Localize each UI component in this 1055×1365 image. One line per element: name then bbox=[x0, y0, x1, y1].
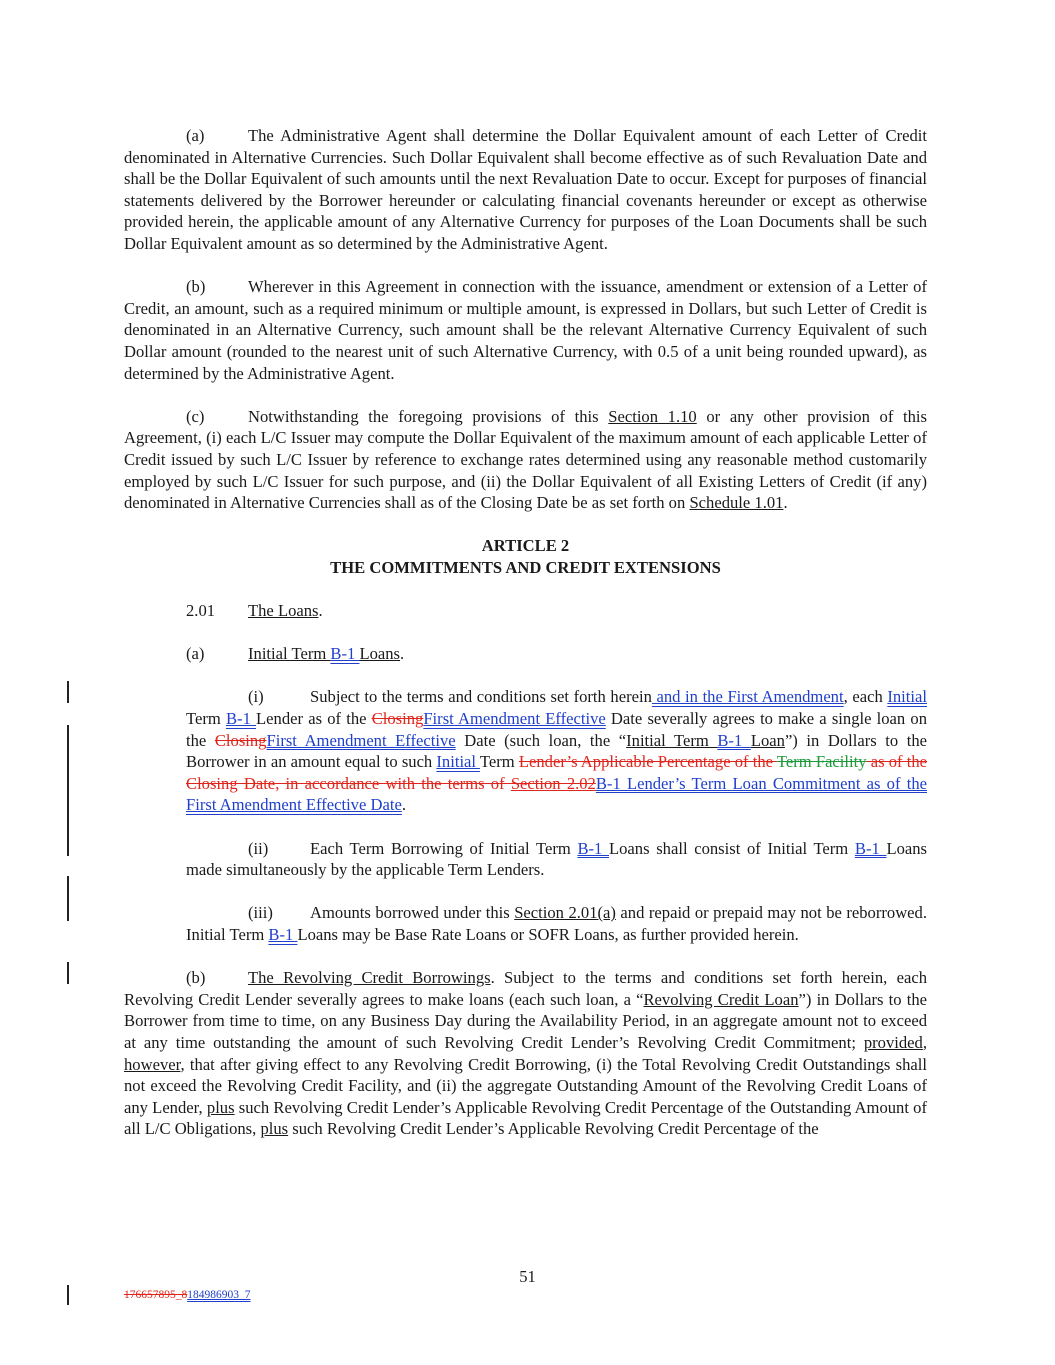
inserted-text: Initial bbox=[887, 687, 927, 707]
change-bar bbox=[67, 962, 69, 984]
section-reference: Section 1.10 bbox=[608, 406, 697, 426]
emphasis-term: plus bbox=[206, 1097, 235, 1117]
inserted-text: B-1 bbox=[577, 838, 609, 858]
inserted-text: Initial bbox=[436, 752, 480, 772]
text-run: ”) in Dollars to the Borrower from time to time, on any Business Day during the Availability Period, in an aggregate amount not to exceed at any time outstanding the amount of such Revolving Credit Lender’s Revolving Credit Commitment; bbox=[124, 989, 927, 1052]
paragraph-label: (b) bbox=[186, 277, 206, 297]
text-run: and repaid or prepaid may not be reborrowed. Initial Term bbox=[186, 903, 927, 944]
change-bar bbox=[67, 681, 69, 703]
paragraph-label: (c) bbox=[186, 406, 205, 426]
text-run: such Revolving Credit Lender’s Applicable Revolving Credit Percentage of the bbox=[288, 1119, 819, 1139]
text-run: Loans bbox=[359, 644, 401, 664]
text-run: Loans may be Base Rate Loans or SOFR Loans, as further provided herein. bbox=[297, 924, 799, 944]
text-run: , each bbox=[843, 687, 888, 707]
inserted-text: First Amendment Effective bbox=[266, 730, 456, 750]
text-run: Initial Term bbox=[248, 644, 331, 664]
item-label: (iii) bbox=[248, 903, 273, 923]
section-reference: Section 2.01(a) bbox=[514, 903, 616, 923]
text-run: . bbox=[401, 795, 406, 815]
deleted-text: as of the bbox=[866, 752, 927, 772]
inserted-text: B-1 bbox=[717, 730, 751, 750]
defined-term: Initial Term bbox=[626, 730, 718, 750]
subsection-label: (a) bbox=[186, 644, 205, 664]
text-run: Loans shall consist of Initial Term bbox=[609, 838, 855, 858]
section-title: The Loans bbox=[248, 601, 319, 621]
deleted-doc-id: 176657895_8 bbox=[124, 1289, 188, 1301]
article-heading bbox=[124, 535, 927, 578]
text-run: , bbox=[922, 1032, 927, 1052]
text-run: Date severally agrees to make a single loan on the bbox=[186, 709, 927, 750]
paragraph-1-10-a bbox=[124, 125, 927, 255]
item-i bbox=[186, 686, 927, 816]
inserted-text: B-1 bbox=[854, 838, 887, 858]
text-run: Loans made simultaneously by the applicable Term Lenders. bbox=[186, 838, 928, 880]
inserted-text: and in the First Amendment bbox=[651, 687, 844, 707]
document-id bbox=[124, 1289, 251, 1301]
defined-term: Revolving Credit Loan bbox=[643, 989, 799, 1009]
item-ii bbox=[186, 838, 927, 881]
item-label: (i) bbox=[248, 687, 264, 707]
text-run: . bbox=[400, 644, 405, 664]
paragraph-text: Wherever in this Agreement in connection with the issuance, amendment or extension of a Letter of Credit, an amount, such as a required minimum or multiple amount, is expressed in Dollars, but such Letter of Credit is denominated in an Alternative Currency, such amount shall be the relevant Alternative Currency Equivalent of such Dollar amount (rounded to the nearest unit of such Alternative Currency, with 0.5 of a unit being rounded upward), as determined by the Administrative Agent. bbox=[124, 277, 927, 383]
change-bar bbox=[67, 1285, 69, 1305]
item-iii bbox=[186, 902, 927, 945]
section-number: 2.01 bbox=[186, 601, 216, 621]
inserted-text: First Amendment Effective bbox=[423, 709, 606, 729]
text-run: such Revolving Credit Lender’s Applicable Revolving Credit Percentage of the Outstanding Amount of all L/C Obligations, bbox=[124, 1097, 927, 1139]
text-run: . Subject to the terms and conditions set forth herein, each Revolving Credit Lender severally agrees to make loans (each such loan, a “ bbox=[124, 968, 927, 1009]
text-run: , that after giving effect to any Revolving Credit Borrowing, (i) the Total Revolving Credit Outstandings shall not exceed the Revolving Credit Facility, and (ii) the aggregate Outstanding Amount of the Revolving Credit Loans of any Lender, bbox=[124, 1054, 927, 1117]
text-run: or any other provision of this Agreement, (i) each L/C Issuer may compute the Dollar Equivalent of the maximum amount of each applicable Letter of Credit issued by such L/C Issuer by reference to exchange rates determined using any reasonable method customarily employed by such L/C Issuer for such purpose, and (ii) the Dollar Equivalent of all Existing Letters of Credit (if any) denominated in Alternative Currencies shall as of the Closing Date be as set forth on bbox=[124, 406, 927, 513]
defined-term: Loan bbox=[750, 730, 785, 750]
subsection-title: The Revolving Credit Borrowings bbox=[248, 968, 491, 988]
article-title: THE COMMITMENTS AND CREDIT EXTENSIONS bbox=[330, 557, 721, 577]
text-run: Lender as of the bbox=[256, 709, 372, 729]
deleted-text: Closing Date bbox=[186, 773, 276, 793]
inserted-text: B-1 bbox=[225, 709, 257, 729]
schedule-reference: Schedule 1.01 bbox=[689, 493, 784, 513]
subsection-a-heading bbox=[124, 643, 927, 665]
deleted-text: , in accordance with the terms of bbox=[275, 773, 511, 793]
article-number: ARTICLE 2 bbox=[481, 536, 570, 556]
paragraph-text: The Administrative Agent shall determine the Dollar Equivalent amount of each Letter of Credit denominated in Alternative Currencies. Such Dollar Equivalent shall become effective as of such Revaluation Date and shall be the Dollar Equivalent of such amounts until the next Revaluation Date to occur. Except for purposes of financial statements delivered by the Borrower hereunder or calculating financial covenants hereunder or except as otherwise provided herein, the applicable amount of any Alternative Currency for purposes of the Loan Documents shall be such Dollar Equivalent amount as so determined by the Administrative Agent. bbox=[124, 126, 927, 253]
subsection-b bbox=[124, 967, 927, 1140]
text-run: . bbox=[318, 601, 323, 621]
inserted-text: B-1 bbox=[330, 644, 360, 664]
text-run: Amounts borrowed under this bbox=[310, 903, 515, 923]
text-run: ”) in Dollars to the Borrower in an amount equal to such bbox=[186, 730, 928, 772]
change-bar bbox=[67, 876, 69, 921]
deleted-text: Section 2.02 bbox=[510, 773, 596, 793]
emphasis-term: however bbox=[124, 1054, 181, 1074]
change-bar bbox=[67, 725, 69, 856]
text-run: . bbox=[783, 493, 788, 513]
paragraph-label: (a) bbox=[186, 126, 205, 145]
deleted-text: Lender’s Applicable Percentage of the bbox=[518, 752, 777, 772]
text-run: Date (such loan, the “ bbox=[455, 730, 627, 750]
paragraph-1-10-b bbox=[124, 276, 927, 384]
subsection-a-items bbox=[186, 686, 927, 945]
text-run: Notwithstanding the foregoing provisions of this bbox=[248, 406, 609, 426]
item-label: (ii) bbox=[248, 838, 269, 858]
inserted-text: B-1 Lender’s Term Loan Commitment as of the First Amendment Effective Date bbox=[186, 773, 927, 815]
text-run: Subject to the terms and conditions set forth herein bbox=[310, 687, 652, 707]
text-run: Term bbox=[479, 752, 519, 772]
deleted-text: Closing bbox=[214, 730, 267, 750]
section-2-01-heading bbox=[124, 600, 927, 622]
paragraph-1-10-c bbox=[124, 406, 927, 514]
page-number: 51 bbox=[519, 1267, 536, 1286]
emphasis-term: plus bbox=[260, 1119, 289, 1139]
document-page bbox=[124, 125, 927, 1162]
inserted-text: B-1 bbox=[268, 924, 298, 944]
subsection-label: (b) bbox=[186, 968, 206, 988]
text-run: Each Term Borrowing of Initial Term bbox=[310, 838, 578, 858]
emphasis-term: provided bbox=[863, 1032, 923, 1052]
inserted-doc-id: 184986903_7 bbox=[187, 1289, 251, 1301]
deleted-text: Closing bbox=[371, 709, 424, 729]
text-run: Term bbox=[186, 709, 226, 729]
moved-text: Term Facility bbox=[776, 752, 867, 772]
